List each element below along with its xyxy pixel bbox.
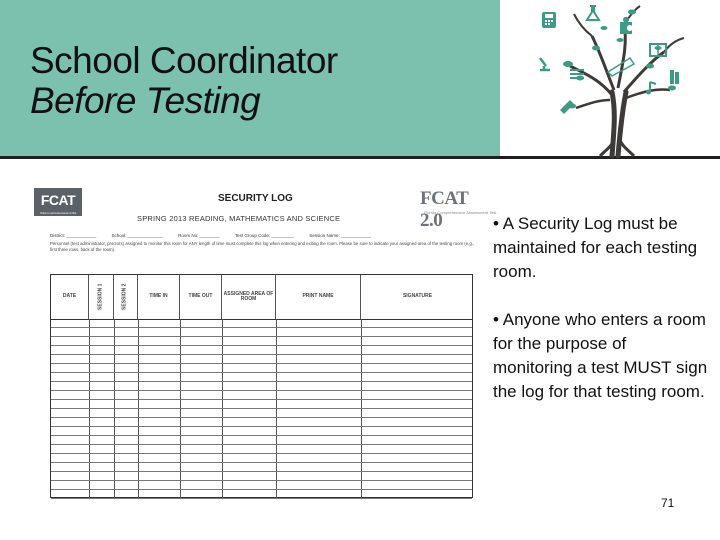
table-row (51, 372, 472, 373)
log-instructions: Personnel (test administrator, proctors) assigned to monitor this room for ANY length of time must complete this log when entering and exiting the room. Please be sure to indicate your assigned area of the testing room (e.g., first three rows, back of the room). (50, 241, 475, 252)
table-row (51, 453, 472, 454)
table-row (51, 408, 472, 409)
col-assigned-area: ASSIGNED AREA OF ROOM (222, 275, 276, 319)
table-row (51, 345, 472, 346)
field-session-name: Session Name: ____________ (309, 233, 372, 238)
security-log-document (30, 180, 497, 498)
field-test-group: Test Group Code: _________ (234, 233, 294, 238)
slide-subtitle: Before Testing (30, 80, 261, 121)
books-icon (670, 70, 679, 84)
table-row (51, 444, 472, 445)
tree-logo (500, 0, 720, 156)
book-icon (650, 44, 666, 56)
col-signature: SIGNATURE (402, 293, 433, 300)
table-column-line (276, 319, 277, 499)
table-column-line (222, 319, 223, 499)
table-column-line (89, 319, 90, 499)
slide-title: School Coordinator (30, 40, 338, 81)
col-print-name: PRINT NAME (276, 275, 361, 319)
field-district: District: ____________ (50, 233, 97, 238)
bullet-list (493, 212, 708, 428)
puzzle-icon (620, 17, 632, 34)
microscope-icon (540, 58, 550, 70)
col-time-out: TIME OUT (180, 275, 222, 319)
table-row (51, 462, 472, 463)
security-log-table (50, 274, 473, 498)
calculator-icon (542, 12, 556, 28)
security-log-subheading: SPRING 2013 READING, MATHEMATICS AND SCIENCE (137, 214, 341, 223)
table-row (51, 471, 472, 472)
bullet-security-log: • A Security Log must be maintained for each testing room. (493, 214, 698, 281)
table-row (51, 489, 472, 490)
security-log-heading: SECURITY LOG (218, 193, 293, 204)
table-row (51, 480, 472, 481)
table-row (51, 417, 472, 418)
table-column-line (361, 319, 362, 499)
table-row (51, 399, 472, 400)
log-fields (50, 233, 475, 238)
fcat2-logo: FCAT 2.0 (420, 188, 468, 231)
bullet-sign-log: • Anyone who enters a room for the purpose of monitoring a test MUST sign the log for that testing room. (493, 310, 708, 401)
table-column-line (180, 319, 181, 499)
table-row (51, 336, 472, 337)
table-column-line (138, 319, 139, 499)
fcat-logo: FCAT Florida Comprehensive Assessment Test (34, 188, 82, 216)
slide-number: 71 (661, 496, 675, 510)
table-row (51, 363, 472, 364)
science-icon (587, 6, 599, 20)
fcat2-logo-sub: Florida Comprehensive Assessment Test (424, 210, 497, 215)
col-date: DATE (51, 275, 89, 319)
field-room: Room No: ________ (178, 233, 220, 238)
col-session-2: SESSION 2 (114, 275, 138, 319)
table-row (51, 426, 472, 427)
field-school: School: ______________ (111, 233, 163, 238)
table-row (51, 435, 472, 436)
col-session-1: SESSION 1 (89, 275, 114, 319)
table-row (51, 498, 472, 499)
col-time-in: TIME IN (138, 275, 180, 319)
table-row (51, 381, 472, 382)
table-row (51, 390, 472, 391)
music-note-icon (646, 82, 656, 95)
table-row (51, 354, 472, 355)
table-column-line (114, 319, 115, 499)
table-row (51, 327, 472, 328)
